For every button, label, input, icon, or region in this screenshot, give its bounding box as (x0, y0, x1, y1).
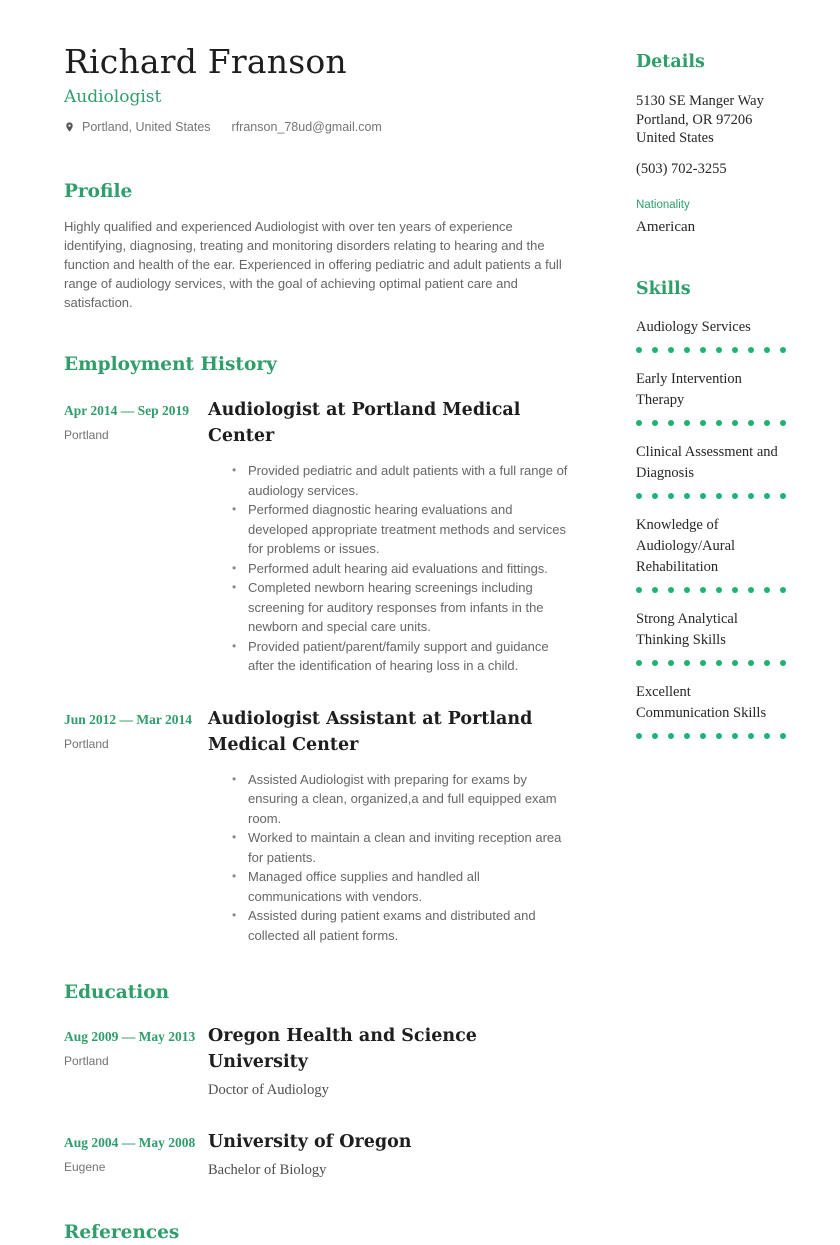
skill-dot (668, 347, 674, 353)
skill-dot (684, 660, 690, 666)
skill-dot (764, 587, 770, 593)
address-line: Portland, OR 97206 (636, 111, 753, 128)
skill-dot (732, 587, 738, 593)
person-job-title: Audiologist (64, 87, 162, 107)
skill-dot (780, 347, 786, 353)
main-column (64, 42, 570, 1245)
skill-dot (684, 420, 690, 426)
education-entry (64, 1129, 570, 1179)
skill-name: Strong Analytical Thinking Skills (636, 610, 738, 648)
entry-right (208, 397, 570, 676)
employment-bullet-list (208, 770, 570, 946)
skill-dot (748, 493, 754, 499)
skill-dot (716, 587, 722, 593)
address-line: 5130 SE Manger Way (636, 93, 764, 109)
entry-right (208, 706, 570, 946)
education-dates: Aug 2009 — May 2013 (64, 1029, 196, 1044)
skill-dot (668, 660, 674, 666)
employment-city: Portland (64, 736, 109, 751)
section-heading-references: References (64, 1222, 180, 1243)
skill-dot (636, 493, 642, 499)
skill-dot (764, 347, 770, 353)
skill-name: Audiology Services (636, 318, 751, 335)
skill-name: Excellent Communication Skills (636, 683, 767, 721)
bullet-item: • Worked to maintain a clean and inviting reception area for patients. (232, 828, 570, 867)
skill-dot (716, 493, 722, 499)
profile-summary: Highly qualified and experienced Audiologist with over ten years of experience identifying, diagnosing, treating and monitoring disorders relating to hearing and the function and health of the ear. Experienced in offering pediatric and adult patients a full range of audiology services, with the goal of achieving optimal patient care and satisfaction. (64, 219, 562, 310)
skill-name: Knowledge of Audiology/Aural Rehabilitation (636, 516, 736, 575)
skill-dot (636, 660, 642, 666)
skill-name: Clinical Assessment and Diagnosis (636, 443, 778, 481)
skill-dot (748, 347, 754, 353)
person-name: Richard Franson (64, 42, 347, 81)
location-pin-icon (64, 120, 75, 134)
skill-dot (636, 733, 642, 739)
skill-rating-dots (636, 733, 786, 739)
skill-dot (684, 493, 690, 499)
skill-dot (716, 733, 722, 739)
nationality-value: American (636, 218, 696, 235)
phone-number: (503) 702-3255 (636, 160, 727, 177)
skill-dot (732, 733, 738, 739)
entry-left (64, 1023, 208, 1099)
skill-dot (780, 493, 786, 499)
skill-dot (652, 587, 658, 593)
bullet-item: • Performed adult hearing aid evaluations and fittings. (232, 559, 570, 579)
skill-dot (652, 347, 658, 353)
skill-item (636, 609, 786, 666)
skill-dot (764, 420, 770, 426)
skill-dot (700, 347, 706, 353)
entry-left (64, 397, 208, 676)
skill-dot (636, 420, 642, 426)
skill-dot (700, 660, 706, 666)
skill-dot (780, 420, 786, 426)
education-city: Portland (64, 1054, 109, 1068)
skill-dot (780, 587, 786, 593)
skill-item (636, 682, 786, 739)
skill-dot (668, 420, 674, 426)
skill-dot (732, 493, 738, 499)
bullet-item: • Completed newborn hearing screenings including screening for auditory responses from infants in the newborn and special care units. (232, 578, 570, 637)
email-text[interactable]: rfranson_78ud@gmail.com (231, 120, 382, 134)
bullet-item: • Assisted during patient exams and distributed and collected all patient forms. (232, 906, 570, 945)
employment-entry (64, 706, 570, 946)
skill-dot (748, 420, 754, 426)
skill-dot (700, 587, 706, 593)
skill-dot (700, 493, 706, 499)
skill-dot (732, 420, 738, 426)
education-city: Eugene (64, 1160, 106, 1174)
employment-bullet-list (208, 461, 570, 676)
bullet-item: • Assisted Audiologist with preparing for exams by ensuring a clean, organized,a and full equipped exam room. (232, 770, 570, 829)
nationality-label: Nationality (636, 198, 690, 211)
section-heading-employment: Employment History (64, 354, 277, 375)
contact-row (64, 120, 570, 134)
skill-dot (780, 733, 786, 739)
entry-right (208, 1023, 570, 1099)
skill-dot (652, 660, 658, 666)
entry-left (64, 1129, 208, 1179)
section-heading-profile: Profile (64, 181, 133, 202)
address-line: United States (636, 130, 714, 146)
skill-dot (780, 660, 786, 666)
employment-title: Audiologist Assistant at Portland Medical Center (208, 708, 533, 755)
skill-item (636, 515, 786, 593)
skill-dot (716, 660, 722, 666)
skill-item (636, 317, 786, 353)
skill-dot (764, 493, 770, 499)
bullet-item: • Managed office supplies and handled all communications with vendors. (232, 867, 570, 906)
skill-dot (716, 347, 722, 353)
skill-rating-dots (636, 587, 786, 593)
bullet-item: • Provided pediatric and adult patients with a full range of audiology services. (232, 461, 570, 500)
education-school: University of Oregon (208, 1132, 412, 1152)
skill-dot (764, 660, 770, 666)
employment-title: Audiologist at Portland Medical Center (208, 400, 521, 446)
skill-rating-dots (636, 347, 786, 353)
sidebar-heading-details: Details (636, 52, 705, 72)
employment-dates: Jun 2012 — Mar 2014 (64, 711, 193, 727)
skill-dot (764, 733, 770, 739)
skill-dot (636, 587, 642, 593)
entry-right (208, 1129, 570, 1179)
employment-dates: Apr 2014 — Sep 2019 (64, 403, 190, 418)
address-block (636, 92, 786, 148)
bullet-item: • Provided patient/parent/family support and guidance after the identification of hearing loss in a child. (232, 637, 570, 676)
skill-dot (652, 733, 658, 739)
skill-dot (748, 733, 754, 739)
entry-left (64, 706, 208, 946)
education-dates: Aug 2004 — May 2008 (64, 1135, 196, 1150)
skill-dot (652, 493, 658, 499)
skill-item (636, 442, 786, 499)
skill-dot (636, 347, 642, 353)
education-school: Oregon Health and Science University (208, 1026, 477, 1072)
employment-entry (64, 397, 570, 676)
education-entry (64, 1023, 570, 1099)
skill-dot (684, 733, 690, 739)
section-heading-education: Education (64, 982, 170, 1003)
skill-dot (684, 587, 690, 593)
skill-dot (732, 660, 738, 666)
skill-dot (748, 660, 754, 666)
skill-dot (668, 493, 674, 499)
skill-dot (700, 420, 706, 426)
skill-rating-dots (636, 420, 786, 426)
skill-name: Early Intervention Therapy (636, 370, 742, 408)
skill-dot (668, 733, 674, 739)
skill-dot (716, 420, 722, 426)
education-degree: Bachelor of Biology (208, 1162, 327, 1178)
skill-dot (684, 347, 690, 353)
employment-city: Portland (64, 428, 109, 442)
sidebar-heading-skills: Skills (636, 278, 691, 299)
skill-dot (700, 733, 706, 739)
location-text: Portland, United States (82, 120, 211, 134)
skill-dot (748, 587, 754, 593)
sidebar (636, 50, 786, 744)
skill-dot (652, 420, 658, 426)
education-degree: Doctor of Audiology (208, 1082, 329, 1098)
skill-dot (732, 347, 738, 353)
skill-rating-dots (636, 660, 786, 666)
skill-rating-dots (636, 493, 786, 499)
bullet-item: • Performed diagnostic hearing evaluations and developed appropriate treatment methods and services for problems or issues. (232, 500, 570, 559)
skill-dot (668, 587, 674, 593)
skill-item (636, 369, 786, 426)
